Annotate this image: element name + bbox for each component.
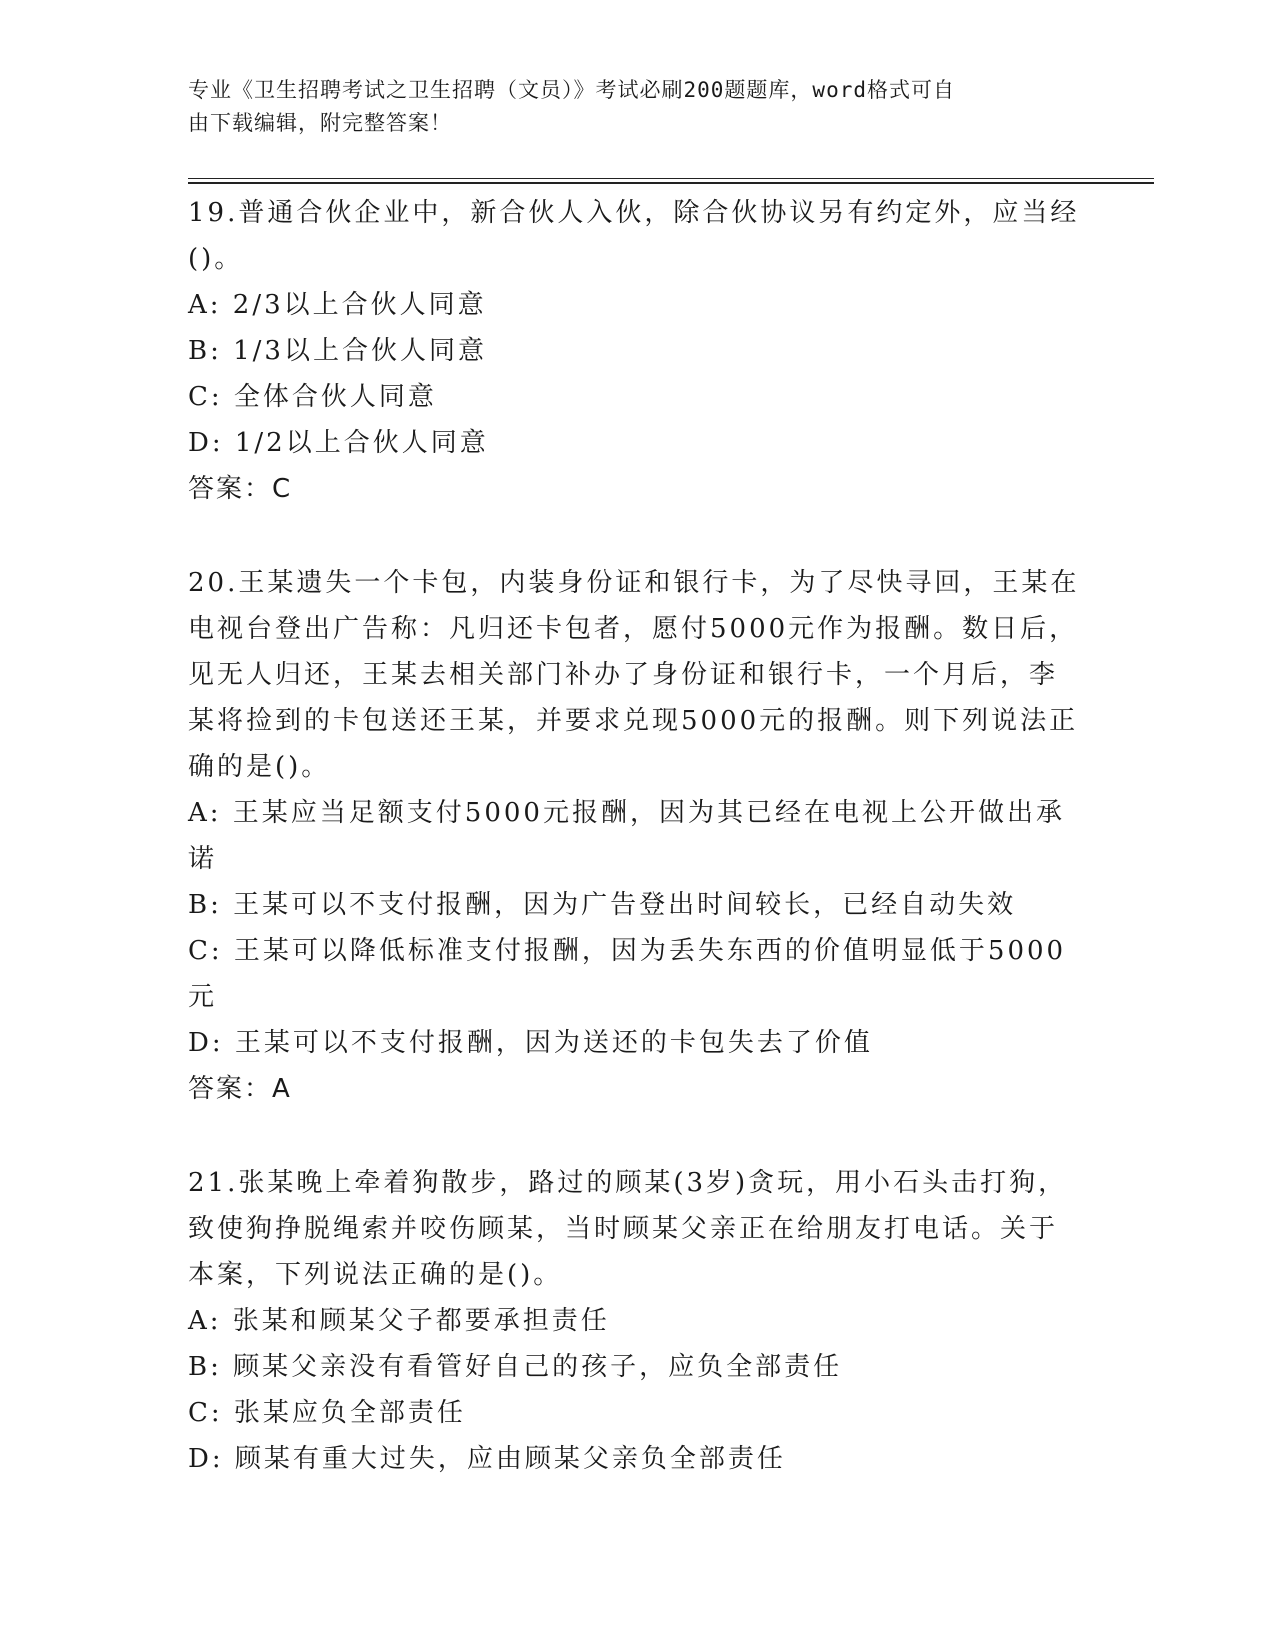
question-stem-line: 本案，下列说法正确的是()。 bbox=[188, 1260, 563, 1290]
question-list bbox=[188, 190, 1088, 1482]
option-a: A: 2/3以上合伙人同意 bbox=[188, 290, 487, 320]
option-a: A: 王某应当足额支付5000元报酬，因为其已经在电视上公开做出承 bbox=[188, 798, 1065, 828]
answer-label: 答案：C bbox=[188, 474, 293, 504]
question-19 bbox=[188, 190, 1088, 512]
option-b: B: 王某可以不支付报酬，因为广告登出时间较长，已经自动失效 bbox=[188, 890, 1017, 920]
document-header bbox=[188, 74, 1068, 140]
option-a: A: 张某和顾某父子都要承担责任 bbox=[188, 1306, 610, 1336]
header-line-2: 由下载编辑，附完整答案！ bbox=[188, 111, 452, 135]
question-stem-line: 见无人归还，王某去相关部门补办了身份证和银行卡，一个月后，李 bbox=[188, 660, 1059, 690]
option-c: C: 王某可以降低标准支付报酬，因为丢失东西的价值明显低于5000 bbox=[188, 936, 1067, 966]
option-d: D: 1/2以上合伙人同意 bbox=[188, 428, 489, 458]
option-a-continued: 诺 bbox=[188, 844, 218, 874]
question-21 bbox=[188, 1160, 1088, 1482]
option-c-continued: 元 bbox=[188, 982, 218, 1012]
question-stem-line: 20.王某遗失一个卡包，内装身份证和银行卡，为了尽快寻回，王某在 bbox=[188, 568, 1080, 598]
question-stem-line: 电视台登出广告称：凡归还卡包者，愿付5000元作为报酬。数日后， bbox=[188, 614, 1079, 644]
question-stem-line: 21.张某晚上牵着狗散步，路过的顾某(3岁)贪玩，用小石头击打狗， bbox=[188, 1168, 1068, 1198]
option-c: C: 全体合伙人同意 bbox=[188, 382, 437, 412]
answer-label: 答案：A bbox=[188, 1074, 292, 1104]
question-20 bbox=[188, 560, 1088, 1112]
header-line-1: 专业《卫生招聘考试之卫生招聘（文员）》考试必刷200题题库，word格式可自 bbox=[188, 78, 955, 102]
option-c: C: 张某应负全部责任 bbox=[188, 1398, 466, 1428]
header-divider-thin bbox=[188, 178, 1154, 179]
question-stem-line: 某将捡到的卡包送还王某，并要求兑现5000元的报酬。则下列说法正 bbox=[188, 706, 1079, 736]
question-stem-line: 致使狗挣脱绳索并咬伤顾某，当时顾某父亲正在给朋友打电话。关于 bbox=[188, 1214, 1059, 1244]
option-d: D: 顾某有重大过失，应由顾某父亲负全部责任 bbox=[188, 1444, 786, 1474]
option-b: B: 顾某父亲没有看管好自己的孩子，应负全部责任 bbox=[188, 1352, 843, 1382]
option-d: D: 王某可以不支付报酬，因为送还的卡包失去了价值 bbox=[188, 1028, 873, 1058]
question-stem-line: 19.普通合伙企业中，新合伙人入伙，除合伙协议另有约定外，应当经 bbox=[188, 198, 1080, 228]
header-divider-thick bbox=[188, 182, 1154, 184]
question-stem-line: ()。 bbox=[188, 244, 244, 274]
question-stem-line: 确的是()。 bbox=[188, 752, 331, 782]
option-b: B: 1/3以上合伙人同意 bbox=[188, 336, 487, 366]
